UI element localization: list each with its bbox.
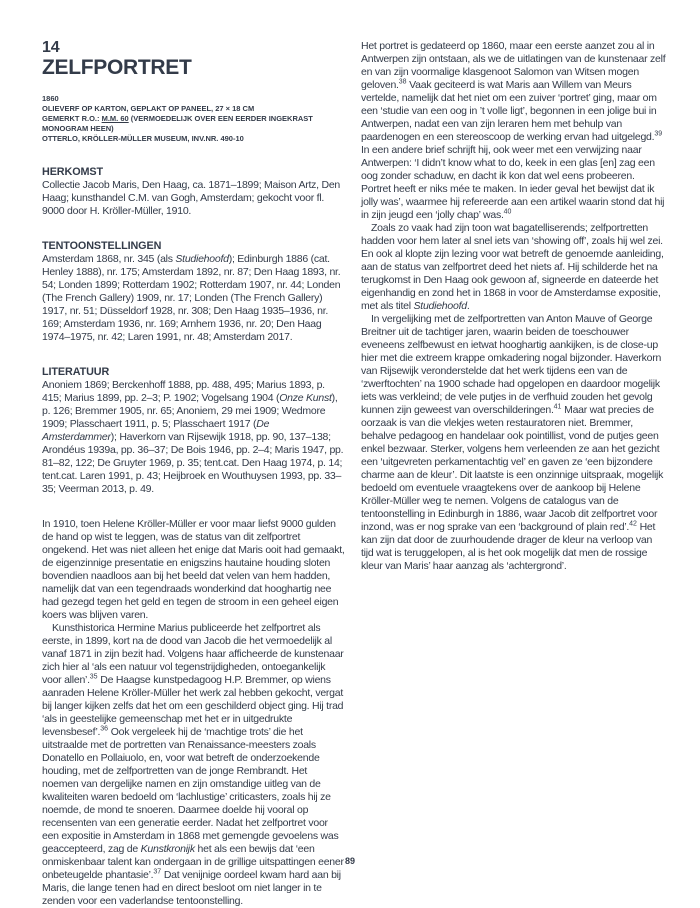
body-paragraph: Zoals zo vaak had zijn toon wat bagatelliserends; zelfportretten hadden voor hem later al snel iets van ‘showing off’, zoals hij wel zei. En ook al klopte zijn lezing voor wat betreft de genoemde aanleiding, aan de status van zelfportret deed het niets af. Hij schilderde het na terugkomst in Den Haag ook gewoon af, signeerde en dateerde het eigenhandig en zond het in 1868 in voor de Amsterdamse expositie, met als titel Studiehoofd.	[361, 222, 664, 312]
body-paragraph: Kunsthistorica Hermine Marius publiceerde het zelfportret als eerste, in 1899, kort na de dood van Jacob die het vermoedelijk al vanaf 1871 in zijn bezit had. Volgens haar afficheerde de kunstenaar zich hier al ‘als een natuur vol tegenstrijdigheden, ontoegankelijk voor allen’.$^{35}$ De Haagse kunstpedagoog H.P. Bremmer, op wiens aanraden Helene Kröller-Müller het werk zal hebben gekocht, vergat bij langer kijken zelfs dat het om een geschilderd object ging. Hij trad ‘als in geestelijke gemeenschap met het er in uitgedrukte levensbesef’.$^{36}$ Ook vergeleek hij de ‘machtige trots’ die het uitstraalde met de portretten van Renaissance-meesters zoals Donatello en Pollaiuolo, en, voor wat betreft de onderzoekende houding, met de zelfportretten van de jonge Rembrandt. Het noemen van dergelijke namen en zijn omstandige uitleg van de kwaliteiten waren bedoeld om ‘lachlustige’ criticasters, zoals hij ze noemde, de mond te snoeren. Daarmee doelde hij vooral op recensenten van een generatie eerder. Nadat het zelfportret voor een expositie in Amsterdam in 1868 met gemengde gevoelens was geaccepteerd, zag de Kunstkronijk het als een bewijs dat ‘een onmiskenbaar talent kan ondergaan in de grillige uitspattingen eener onbeteugelde phantasie’.$^{37}$ Dat venijnige oordeel kwam hard aan bij Maris, die lange tenen had en direct besloot om niet langer in te zenden voor een vaderlandse tentoonstelling.	[42, 621, 344, 907]
tombstone-signature: GEMERKT R.O.: M.M. 60 (VERMOEDELIJK OVER EEN EERDER INGEKRAST MONOGRAM HEEN)	[42, 113, 313, 133]
right-column	[361, 40, 667, 908]
literatuur-text: Anoniem 1869; Berckenhoff 1888, pp. 488, 495; Marius 1893, p. 415; Marius 1899, pp. 2–3; P. 1902; Vogelsang 1904 (Onze Kunst), p. 126; Bremmer 1905, nr. 65; Anoniem, 29 mei 1909; Wedmore 1909; Plasschaert 1911, p. 5; Plasschaert 1917 (De Amsterdammer); Haverkorn van Rijsewijk 1918, pp. 90, 137–138; Arondéus 1939a, pp. 36–37; De Bois 1946, pp. 2–4; Maris 1947, pp. 81–82, 122; De Gruyter 1969, p. 35; tent.cat. Den Haag 1974, p. 14; tent.cat. Laren 1991, p. 43; Heijbroek en Wouthuysen 1993, pp. 33–35; Veerman 2013, p. 49.	[42, 378, 344, 495]
page-title: ZELFPORTRET	[42, 55, 192, 79]
body-paragraph: In 1910, toen Helene Kröller-Müller er voor maar liefst 9000 gulden de hand op wist te leggen, was de status van dit zelfportret ongekend. Het was niet alleen het enige dat Maris ooit had gemaakt, de eigenzinnige presentatie en enigszins hautaine houding sloten bovendien naadloos aan bij het beeld dat velen van hem hadden, namelijk dat van een tegendraads wonderkind dat hooghartig nee had gezegd tegen het geld en tegen de stroom in een geheel eigen koers was blijven varen.	[42, 517, 345, 621]
tombstone	[42, 94, 346, 144]
tentoonstellingen-text: Amsterdam 1868, nr. 345 (als Studiehoofd); Edinburgh 1886 (cat. Henley 1888), nr. 175; Amsterdam 1892, nr. 87; Den Haag 1893, nr. 54; Londen 1899; Rotterdam 1902; Rotterdam 1907, nr. 44; Londen (The French Gallery) 1909, nr. 17; Londen (The French Gallery) 1917, nr. 51; Düsseldorf 1928, nr. 308; Den Haag 1935–1936, nr. 169; Amsterdam 1936, nr. 169; Arnhem 1936, nr. 20; Den Haag 1974–1975, nr. 42; Laren 1991, nr. 48; Amsterdam 2017.	[42, 252, 341, 343]
tombstone-date: 1860	[42, 93, 59, 103]
body-paragraph: Het portret is gedateerd op 1860, maar een eerste aanzet zou al in Antwerpen zijn ontstaan, als we de uitlatingen van de kunstenaar zelf en van zijn voormalige klasgenoot Salomon van Witsen mogen geloven.$^{38}$ Vaak geciteerd is wat Maris aan Willem van Meurs vertelde, namelijk dat het niet om een zuiver ‘portret’ ging, maar om een ‘studie van een oog in ’t volle ligt’, begonnen in een jolige bui in Antwerpen, nadat een van zijn leraren hem met behulp van paardenogen en een stereoscoop de werking ervan had uitgelegd.$^{39}$ In een andere brief schrijft hij, ook weer met een verwijzing naar Antwerpen: ‘I didn’t know what to do, keek in een glas [en] zag een oog zonder schaduw, en dacht ik kon dat wel eens probeeren. Portret heeft er niks mée te maken. In ieder geval het bewijst dat ik jolly was’, waarmee hij refereerde aan een artikel waarin stond dat hij in zijn jeugd een ‘jolly chap’ was.$^{40}$	[361, 40, 666, 221]
tombstone-medium: OLIEVERF OP KARTON, GEPLAKT OP PANEEL, 27 × 18 CM	[42, 103, 255, 113]
tombstone-location: OTTERLO, KRÖLLER-MÜLLER MUSEUM, INV.NR. 490-10	[42, 133, 244, 143]
catalog-number: 14	[42, 39, 60, 56]
two-column-layout	[42, 40, 667, 908]
herkomst-text: Collectie Jacob Maris, Den Haag, ca. 1871–1899; Maison Artz, Den Haag; kunsthandel C.M. van Gogh, Amsterdam; gekocht voor fl. 9000 door H. Kröller-Müller, 1910.	[42, 178, 341, 217]
section-heading-tentoonstellingen: TENTOONSTELLINGEN	[42, 239, 162, 252]
page-number: 89	[344, 856, 355, 866]
body-paragraph: In vergelijking met de zelfportretten van Anton Mauve of George Breitner uit de tachtiger jaren, waarin beiden de toeschouwer eveneens zelfbewust en ietwat hooghartig aankijken, is de close-up hier met die extreem krappe omkadering nogal bijzonder. Haverkorn van Rijsewijk veronderstelde dat het werk tijdens een van de ‘zwerftochten’ na 1900 schade had opgelopen en daardoor mogelijk iets was verkleind; de vele putjes in de verfhuid zouden het gevolg kunnen zijn geweest van overschilderingen.$^{41}$ Maar wat precies de oorzaak is van die vlekjes weten restauratoren niet. Bremmer, behalve pedagoog en handelaar ook pointillist, vond de putjes geen enkel bezwaar. Sterker, volgens hem verleenden ze aan het gezicht een ‘uitgevreten perkamentachtig vel’ en gaven ze ‘een bijzondere charme aan de kleur’. Dit laatste is een onzinnige uitspraak, mogelijk bedoeld om eventuele vraagtekens over de aankoop bij Helene Kröller-Müller weg te nemen. Volgens de catalogus van de tentoonstelling in Edinburgh in 1886, waar Jacob dit zelfportret voor inzond, was er nog sprake van een ‘background of plain red’.$^{42}$ Het kan zijn dat door de zuurhoudende drager de kleur na verloop van tijd wat is teruggelopen, al is het ook mogelijk dat men de rossige kleur van Maris’ haar aanzag als ‘achtergrond’.	[361, 313, 664, 572]
section-heading-literatuur: LITERATUUR	[42, 365, 110, 378]
left-column	[42, 40, 346, 908]
section-heading-herkomst: HERKOMST	[42, 165, 103, 178]
